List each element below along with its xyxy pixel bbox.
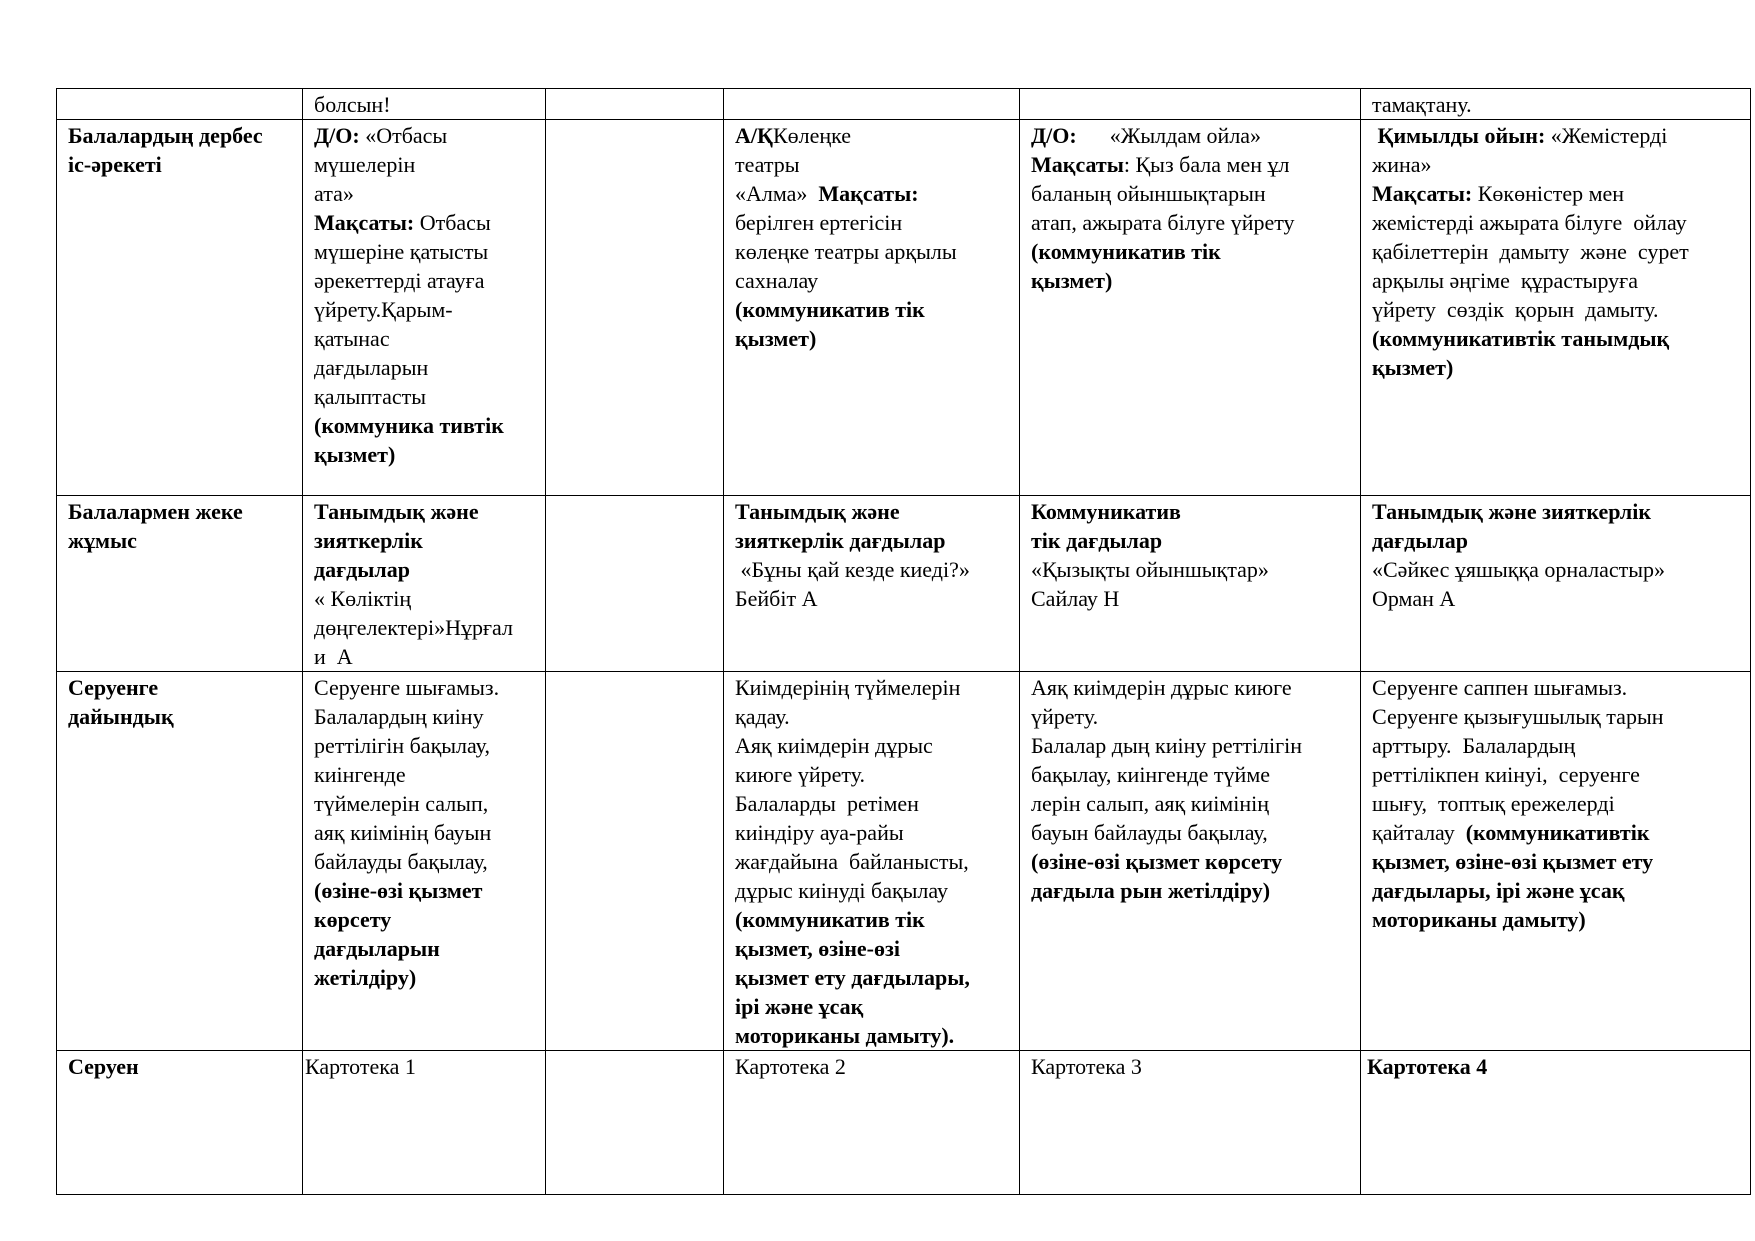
cell-text-line — [1031, 121, 1354, 150]
text-run: Көлеңке — [772, 123, 852, 148]
cell-text-line: Серуенге қызығушылық тарын — [1372, 704, 1664, 729]
cell-text-line: дағдылары, ірі және ұсақ — [1372, 878, 1625, 903]
cell-day-3 — [724, 89, 1020, 120]
cell-day-1 — [303, 672, 546, 1051]
cell-text-line: арқылы әңгіме құрастыруға — [1372, 268, 1638, 293]
cell-text-line: зияткерлік дағдылар — [735, 528, 946, 553]
cell-text-line: Аяқ киімдерін дұрыс — [735, 733, 933, 758]
cell-day-2-empty — [546, 496, 724, 672]
cell-text-line: мүшеріне қатысты — [314, 239, 489, 264]
cell-text-line: (коммуника тивтік — [314, 413, 504, 438]
cell-text-line: «Сәйкес ұяшыққа орналастыр» — [1372, 557, 1666, 582]
cell-text-line: Картотека 2 — [735, 1054, 846, 1079]
text-run: Мақсаты: — [818, 181, 919, 206]
text-run: «Жемістерді — [1550, 123, 1668, 148]
cell-text-line: үйрету. — [1031, 704, 1099, 729]
cell-text-line: қадау. — [735, 704, 790, 729]
text-run: (коммуникативтік — [1465, 820, 1650, 845]
cell-day-1 — [303, 1051, 546, 1195]
cell-day-2-empty — [546, 120, 724, 496]
cell-label — [57, 672, 303, 1051]
cell-text-line: Балалардың киіну — [314, 704, 484, 729]
cell-text-line: қатынас — [314, 326, 390, 351]
text-run: А/Қ — [735, 123, 773, 148]
cell-text-line: мүшелерін — [314, 152, 416, 177]
cell-text-line: атап, ажырата білуге үйрету — [1031, 210, 1295, 235]
cell-day-3 — [724, 672, 1020, 1051]
cell-text-line: «Бұны қай кезде киеді?» — [735, 557, 970, 582]
text-run: «Алма» — [735, 181, 819, 206]
table-row-walk-preparation — [57, 672, 1751, 1051]
cell-text-line: (өзіне-өзі қызмет көрсету — [1031, 849, 1283, 874]
plan-table — [56, 88, 1751, 1195]
cell-text-line — [735, 121, 1013, 150]
cell-text-line: моториканы дамыту). — [735, 1023, 955, 1048]
cell-text-line: дағдыларын — [314, 355, 429, 380]
cell-text-line: театры — [735, 152, 800, 177]
cell-text-line: жемістерді ажырата білуге ойлау — [1372, 210, 1687, 235]
cell-text-line: лерін салып, аяқ киімінің — [1031, 791, 1269, 816]
cell-text-line: тік дағдылар — [1031, 528, 1163, 553]
cell-text-line: реттілікпен киінуі, серуенге — [1372, 762, 1640, 787]
cell-text-line: түймелерін салып, — [314, 791, 489, 816]
cell-text-line: Картотека 4 — [1367, 1054, 1488, 1079]
cell-day-5 — [1361, 1051, 1751, 1195]
cell-text-line: жұмыс — [68, 528, 137, 553]
cell-text-line: ірі және ұсақ — [735, 994, 864, 1019]
cell-day-5 — [1361, 496, 1751, 672]
text-run: Д/О: — [1031, 123, 1077, 148]
cell-text-line — [314, 208, 539, 237]
cell-text-line: үйрету.Қарым- — [314, 297, 453, 322]
table-row-continuation — [57, 89, 1751, 120]
cell-day-5 — [1361, 672, 1751, 1051]
plan-table-body — [57, 89, 1751, 1195]
text-run: Мақсаты — [1031, 152, 1124, 177]
cell-text-line: дағдылар — [314, 557, 411, 582]
cell-text-line: қызмет, өзіне-өзі — [735, 936, 900, 961]
cell-text-line: тамақтану. — [1372, 92, 1472, 117]
cell-text-line: жағдайына байланысты, — [735, 849, 969, 874]
cell-day-1 — [303, 120, 546, 496]
cell-day-4 — [1020, 496, 1361, 672]
cell-text-line: іс-әрекеті — [68, 152, 162, 177]
cell-day-5 — [1361, 120, 1751, 496]
text-run: Отбасы — [419, 210, 491, 235]
cell-text-line: баланың ойыншықтарын — [1031, 181, 1266, 206]
cell-text-line: бақылау, киінгенде түйме — [1031, 762, 1271, 787]
cell-text-line: ата» — [314, 181, 354, 206]
cell-text-line: Балалар дың киіну реттілігін — [1031, 733, 1302, 758]
text-run: Көкөністер мен — [1477, 181, 1625, 206]
cell-text-line: Серуенге — [68, 675, 159, 700]
cell-text-line: киюге үйрету. — [735, 762, 866, 787]
cell-text-line: Балалардың дербес — [68, 123, 263, 148]
cell-label — [57, 120, 303, 496]
cell-day-3 — [724, 1051, 1020, 1195]
text-run: Д/О: — [314, 123, 366, 148]
cell-day-4 — [1020, 1051, 1361, 1195]
cell-text-line: арттыру. Балалардың — [1372, 733, 1576, 758]
text-run: : Қыз бала мен ұл — [1123, 152, 1290, 177]
cell-text-line: дағдылар — [1372, 528, 1469, 553]
cell-text-line: (коммуникатив тік — [735, 297, 925, 322]
cell-text-line: дайындық — [68, 704, 174, 729]
cell-text-line: Танымдық және зияткерлік — [1372, 499, 1652, 524]
cell-text-line: реттілігін бақылау, — [314, 733, 490, 758]
cell-text-line: дағдыла рын жетілдіру) — [1031, 878, 1271, 903]
cell-text-line: қабілеттерін дамыту және сурет — [1372, 239, 1689, 264]
text-run: Мақсаты: — [1372, 181, 1478, 206]
cell-text-line: киінгенде — [314, 762, 406, 787]
cell-text-line: қызмет ету дағдылары, — [735, 965, 970, 990]
cell-text-line: моториканы дамыту) — [1372, 907, 1586, 932]
text-run: қайталау — [1372, 820, 1466, 845]
cell-text-line — [314, 121, 539, 150]
text-run: Мақсаты: — [314, 210, 420, 235]
cell-label — [57, 1051, 303, 1195]
cell-text-line: әрекеттерді атауға — [314, 268, 485, 293]
cell-text-line: Картотека 3 — [1031, 1054, 1142, 1079]
cell-text-line — [1372, 121, 1744, 150]
table-row-individual-work — [57, 496, 1751, 672]
cell-label — [57, 496, 303, 672]
cell-text-line: Серуен — [68, 1054, 139, 1079]
cell-text-line — [1031, 150, 1354, 179]
cell-text-line: жина» — [1372, 152, 1432, 177]
cell-text-line: Серуенге саппен шығамыз. — [1372, 675, 1628, 700]
cell-day-4 — [1020, 672, 1361, 1051]
cell-day-2-empty — [546, 1051, 724, 1195]
cell-day-2-empty — [546, 89, 724, 120]
cell-day-3 — [724, 496, 1020, 672]
cell-text-line: (коммуникатив тік — [1031, 239, 1221, 264]
cell-text-line: қызмет) — [1031, 268, 1113, 293]
cell-label — [57, 89, 303, 120]
cell-text-line: аяқ киімінің бауын — [314, 820, 492, 845]
cell-text-line: көлеңке театры арқылы — [735, 239, 957, 264]
cell-text-line: (өзіне-өзі қызмет — [314, 878, 483, 903]
cell-text-line: Коммуникатив — [1031, 499, 1181, 524]
cell-text-line: дағдыларын — [314, 936, 440, 961]
cell-text-line: дұрыс киінуді бақылау — [735, 878, 949, 903]
cell-text-line: Сайлау Н — [1031, 586, 1120, 611]
cell-text-line: Орман А — [1372, 586, 1456, 611]
cell-text-line — [735, 179, 1013, 208]
cell-text-line: шығу, топтық ережелерді — [1372, 791, 1615, 816]
cell-text-line — [1372, 179, 1744, 208]
cell-text-line: қызмет) — [1372, 355, 1454, 380]
text-run: «Отбасы — [365, 123, 448, 148]
cell-day-4 — [1020, 89, 1361, 120]
table-row-independent-activity — [57, 120, 1751, 496]
cell-text-line: қызмет, өзіне-өзі қызмет ету — [1372, 849, 1654, 874]
cell-text-line: қызмет) — [314, 442, 396, 467]
cell-text-line: Киімдерінің түймелерін — [735, 675, 961, 700]
cell-text-line: қалыптасты — [314, 384, 426, 409]
cell-text-line: сахналау — [735, 268, 819, 293]
cell-day-2-empty — [546, 672, 724, 1051]
cell-text-line: байлауды бақылау, — [314, 849, 488, 874]
cell-text-line: «Қызықты ойыншықтар» — [1031, 557, 1269, 582]
table-row-walk — [57, 1051, 1751, 1195]
cell-text-line: үйрету сөздік қорын дамыту. — [1372, 297, 1659, 322]
cell-text-line — [1372, 818, 1744, 847]
cell-day-3 — [724, 120, 1020, 496]
cell-text-line: Танымдық және — [735, 499, 900, 524]
cell-text-line: Картотека 1 — [305, 1054, 416, 1079]
cell-text-line: жетілдіру) — [314, 965, 417, 990]
cell-text-line: көрсету — [314, 907, 392, 932]
cell-text-line: и А — [314, 644, 353, 669]
cell-text-line: берілген ертегісін — [735, 210, 903, 235]
cell-text-line: дөңгелектері»Нұрғал — [314, 615, 513, 640]
cell-text-line: болсын! — [314, 92, 391, 117]
cell-text-line: Балаларды ретімен — [735, 791, 919, 816]
cell-text-line: Танымдық және — [314, 499, 479, 524]
cell-text-line: Серуенге шығамыз. — [314, 675, 500, 700]
cell-text-line: бауын байлауды бақылау, — [1031, 820, 1268, 845]
cell-text-line: (коммуникатив тік — [735, 907, 925, 932]
cell-text-line: « Көліктің — [314, 586, 412, 611]
cell-day-1 — [303, 496, 546, 672]
cell-text-line: қызмет) — [735, 326, 817, 351]
cell-text-line: Балалармен жеке — [68, 499, 243, 524]
cell-text-line: Аяқ киімдерін дұрыс киюге — [1031, 675, 1292, 700]
cell-text-line: Бейбіт А — [735, 586, 818, 611]
text-run: Қимылды ойын: — [1372, 123, 1551, 148]
text-run: «Жылдам ойла» — [1076, 123, 1262, 148]
cell-text-line: киіндіру ауа-райы — [735, 820, 904, 845]
cell-day-1 — [303, 89, 546, 120]
cell-day-4 — [1020, 120, 1361, 496]
cell-text-line: зияткерлік — [314, 528, 423, 553]
cell-text-line: (коммуникативтік танымдық — [1372, 326, 1670, 351]
cell-day-5 — [1361, 89, 1751, 120]
